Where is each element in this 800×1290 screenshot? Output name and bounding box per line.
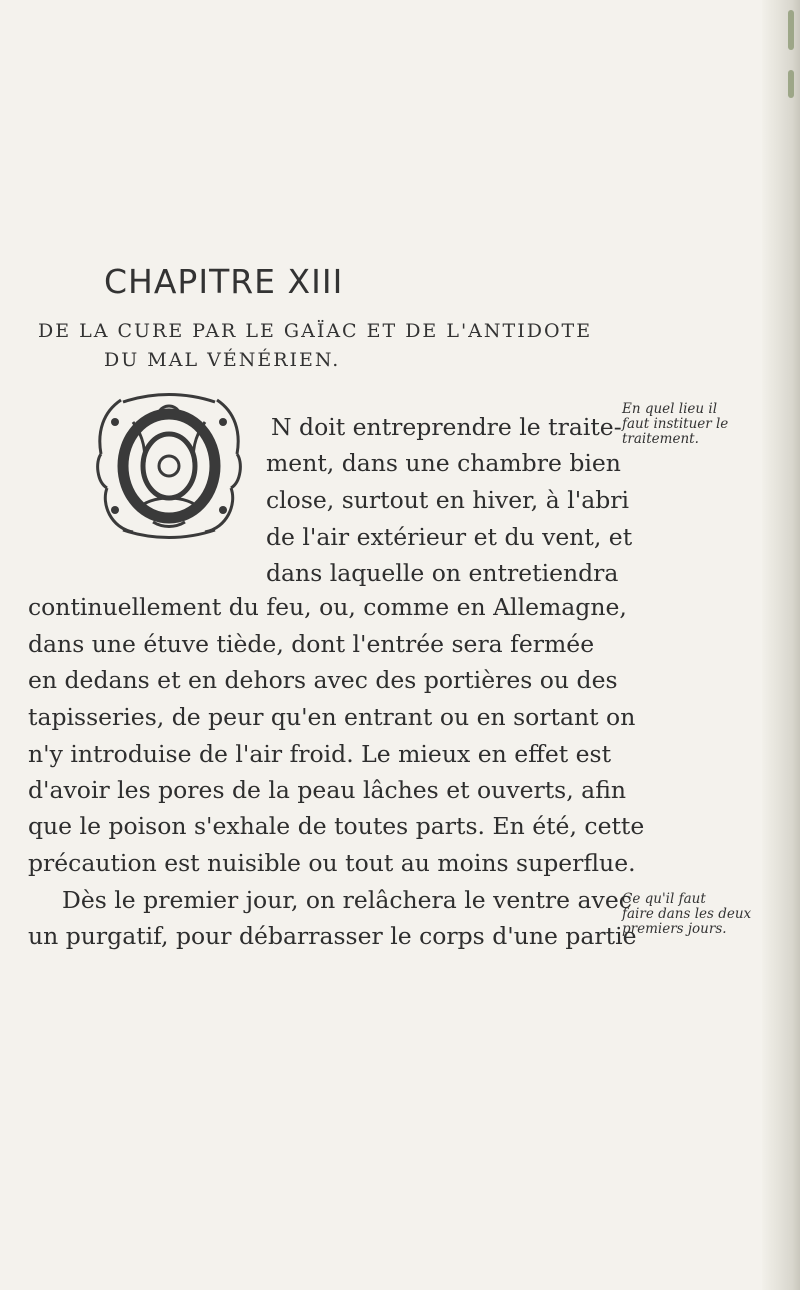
margin-note-line: Ce qu'il faut	[622, 891, 706, 907]
chapter-subtitle-line2: DU MAL VÉNÉRIEN.	[104, 349, 341, 371]
body-line: que le poison s'exhale de toutes parts. En été, cette	[28, 812, 645, 840]
body-line: tapisseries, de peur qu'en entrant ou en sortant on	[28, 703, 636, 731]
margin-note-treatment-place	[622, 402, 728, 447]
chapter-title: CHAPITRE XIII	[104, 262, 344, 301]
ornate-initial-o-icon	[93, 392, 245, 540]
margin-note-line: traitement.	[622, 431, 699, 447]
margin-note-first-days	[622, 892, 751, 937]
body-line: Dès le premier jour, on relâchera le ventre avec	[62, 886, 632, 914]
page-edge	[762, 0, 800, 1290]
body-line: en dedans et en dehors avec des portières ou des	[28, 666, 618, 694]
body-line: dans une étuve tiède, dont l'entrée sera fermée	[28, 630, 595, 658]
body-line: d'avoir les pores de la peau lâches et ouverts, afin	[28, 776, 626, 804]
body-line: dans laquelle on entretiendra	[266, 559, 619, 587]
body-line: n'y introduise de l'air froid. Le mieux en effet est	[28, 740, 612, 768]
body-line: précaution est nuisible ou tout au moins superflue.	[28, 849, 636, 877]
margin-note-line: faut instituer le	[622, 416, 729, 432]
body-line: continuellement du feu, ou, comme en Allemagne,	[28, 593, 627, 621]
margin-note-line: faire dans les deux	[622, 906, 752, 922]
body-line: un purgatif, pour débarrasser le corps d'une partie	[28, 922, 637, 950]
margin-note-line: premiers jours.	[622, 921, 727, 937]
margin-note-line: En quel lieu il	[622, 401, 718, 417]
edge-stain	[788, 70, 794, 98]
body-line: ment, dans une chambre bien	[266, 449, 621, 477]
chapter-subtitle-line1: DE LA CURE PAR LE GAÏAC ET DE L'ANTIDOTE	[38, 320, 593, 342]
edge-stain	[788, 10, 794, 50]
body-line: close, surtout en hiver, à l'abri	[266, 486, 629, 514]
body-line: de l'air extérieur et du vent, et	[266, 523, 633, 551]
body-line: N doit entreprendre le traite-	[271, 413, 622, 441]
